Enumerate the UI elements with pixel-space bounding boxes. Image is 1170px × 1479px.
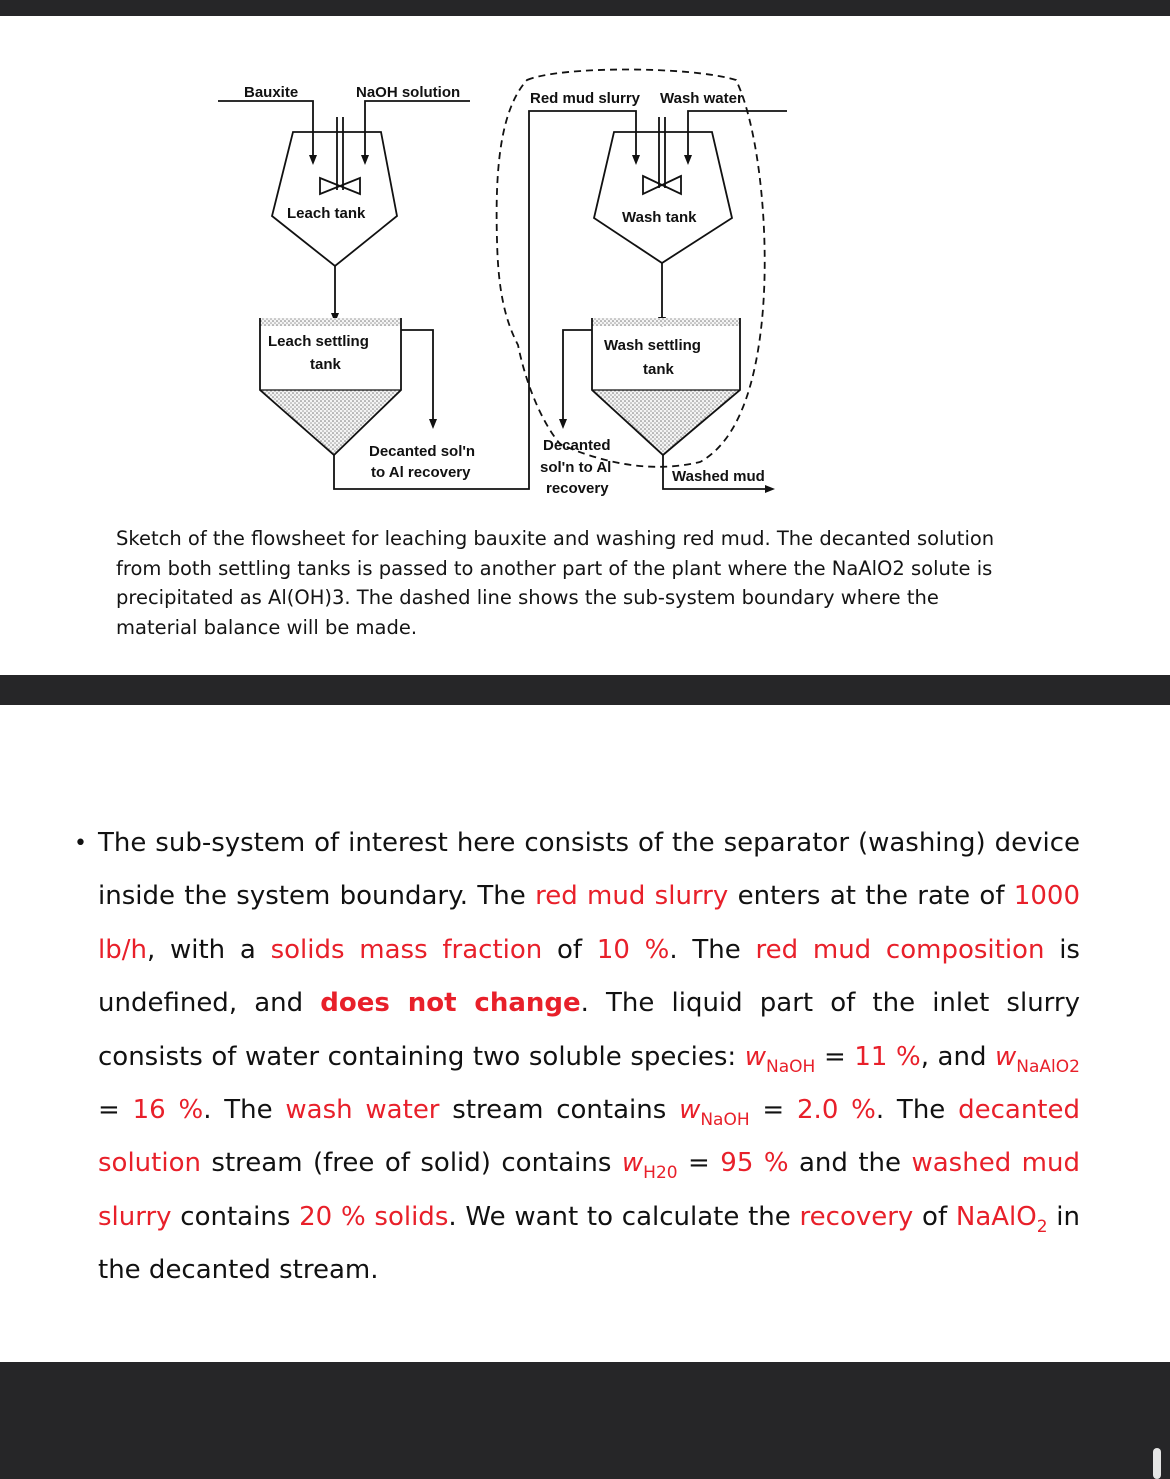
- value-w-naoh: 11 %: [854, 1041, 921, 1072]
- value-w-h2o: 95 %: [720, 1148, 789, 1179]
- symbol-w-naoh-wash: w: [679, 1095, 701, 1126]
- leach-agitator: [320, 178, 360, 194]
- highlight-recovery: recovery: [799, 1201, 914, 1232]
- highlight-washed-mud-slurry: washed mud slurry: [98, 1148, 1080, 1232]
- highlight-solids-percent: 10 %: [596, 934, 670, 965]
- leach-tank: [272, 132, 397, 266]
- highlight-twenty-percent-solids: 20 % solids: [299, 1201, 449, 1232]
- label-leach-tank: Leach tank: [287, 205, 366, 222]
- label-decanted-2-line1: Decanted: [543, 437, 611, 454]
- leach-inlet-lines: [218, 101, 470, 190]
- wash-overflow-line: [563, 330, 592, 424]
- symbol-w-naoh: w: [744, 1041, 767, 1072]
- label-wash-tank: Wash tank: [622, 209, 697, 226]
- highlight-red-mud-slurry: red mud slurry: [535, 881, 729, 912]
- value-w-naalo2: 16 %: [132, 1095, 204, 1126]
- highlight-wash-water: wash water: [285, 1095, 440, 1126]
- label-decanted-2-line3: recovery: [546, 480, 609, 497]
- bottom-dark-band: [0, 1362, 1170, 1479]
- label-bauxite: Bauxite: [244, 84, 299, 101]
- highlight-naalo2: NaAlO$_2$: [955, 1201, 1048, 1237]
- label-wash-water: Wash water: [660, 90, 743, 107]
- bullet-marker: •: [74, 831, 87, 856]
- label-decanted-1-line2: to Al recovery: [371, 464, 471, 481]
- leach-overflow-line: [401, 330, 433, 424]
- flowsheet-diagram: [0, 16, 1170, 506]
- highlight-red-mud-composition: red mud composition: [755, 934, 1045, 965]
- label-leach-settling-2: tank: [310, 356, 341, 373]
- label-decanted-1-line1: Decanted sol'n: [369, 443, 476, 460]
- top-dark-band: [0, 0, 1170, 16]
- leach-underflow-line: [334, 111, 636, 489]
- wash-tank: [594, 132, 732, 263]
- highlight-decanted-solution: decanted solution: [98, 1095, 1080, 1179]
- highlight-solids-mass-fraction: solids mass fraction: [270, 934, 543, 965]
- highlight-does-not-change: does not change: [320, 988, 581, 1019]
- label-washed-mud: Washed mud: [672, 468, 765, 485]
- middle-dark-band: [0, 675, 1170, 705]
- label-naoh-solution: NaOH solution: [356, 84, 461, 101]
- label-leach-settling-1: Leach settling: [268, 333, 369, 350]
- wash-water-inlet-line: [688, 111, 787, 160]
- scrollbar-thumb[interactable]: [1153, 1448, 1161, 1479]
- highlight-feed-rate: 1000 lb/h: [98, 881, 1080, 965]
- caption-line: Sketch of the flowsheet for leaching bauxite and washing red mud. The decanted solution: [116, 527, 995, 550]
- symbol-w-h2o: w: [621, 1148, 644, 1179]
- label-red-mud-slurry: Red mud slurry: [530, 90, 641, 107]
- label-wash-settling-1: Wash settling: [604, 337, 701, 354]
- label-wash-settling-2: tank: [643, 361, 674, 378]
- wash-agitator: [643, 117, 681, 194]
- label-decanted-2-line2: sol'n to Al: [540, 459, 612, 476]
- problem-statement: The sub-system of interest here consists of the separator (washing) device inside the system boundary. The red mud slurry enters at the rate of 1000 lb/h, with a solids mass fraction of 10 %. The red mud composition is undefined, and does not change. The liquid part of the inlet slurry consists of water containing two soluble species: $w_{NaOH} = 11$ %, and $w_{NaAlO2} = 16$ %. The wash water stream contains $w_{NaOH} = 2.0$ %. The decanted solution stream (free of solid) contains $w_{H20} = 95$ % and the washed mud slurry contains 20 % solids. We want to calculate the recovery of NaAlO$_2$ in the decanted stream.: [98, 828, 1081, 1286]
- value-w-naoh-wash: 2.0 %: [797, 1095, 876, 1126]
- figure-caption: [116, 524, 1036, 643]
- symbol-w-naalo2: w: [995, 1041, 1017, 1072]
- caption-line: precipitated as Al(OH)3. The dashed line shows the sub-system boundary where the: [116, 586, 939, 610]
- caption-line: from both settling tanks is passed to another part of the plant where the NaAlO2 solute is: [116, 556, 993, 580]
- caption-line: material balance will be made.: [116, 616, 418, 640]
